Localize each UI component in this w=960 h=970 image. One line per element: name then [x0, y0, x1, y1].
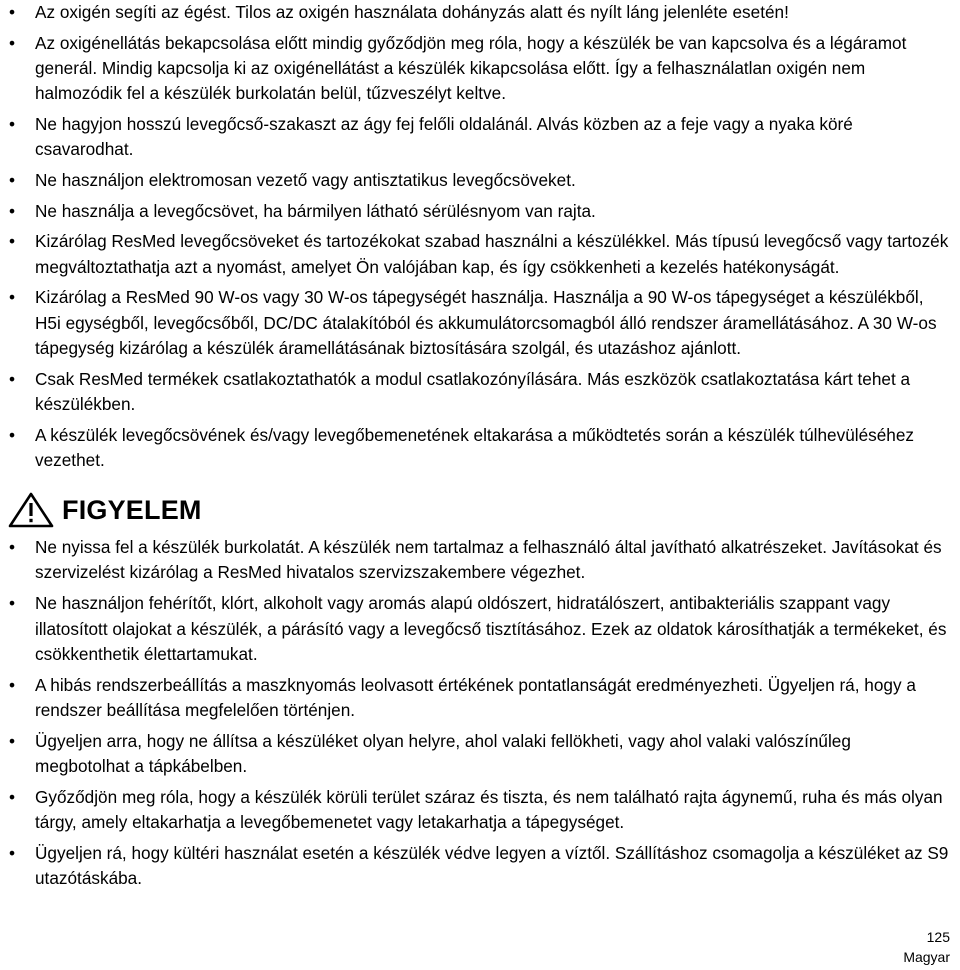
list-item — [9, 535, 949, 586]
list-item — [9, 285, 949, 361]
list-item — [9, 423, 949, 474]
list-item-text: Az oxigén segíti az égést. Tilos az oxigén használata dohányzás alatt és nyílt láng jelenléte esetén! — [35, 2, 789, 22]
warnings-list-top — [9, 0, 949, 473]
document-body — [9, 0, 949, 479]
bullet: • — [9, 2, 16, 22]
footer-language: Magyar — [903, 949, 950, 965]
list-item-text: Ügyeljen rá, hogy kültéri használat esetén a készülék védve legyen a víztől. Szállításhoz csomagolja a készüléket az S9 utazótáskába. — [35, 842, 949, 889]
list-item — [9, 168, 949, 193]
bullet: • — [9, 287, 16, 308]
bullet: • — [9, 32, 16, 53]
list-item-text: Ne használjon fehérítőt, klórt, alkoholt vagy aromás alapú oldószert, hidratálószert, antibakteriális szappant vagy illatosított olajokat a készülék, a párásító vagy a levegőcső tisztításához. Ezek az oldatok károsíthatják a termékeket, és csökkenthetik élettartamukat. — [35, 593, 947, 664]
bullet: • — [9, 368, 16, 389]
list-item-text: Kizárólag a ResMed 90 W-os vagy 30 W-os tápegységét használja. Használja a 90 W-os tápegységet a készülékből, H5i egységből, levegőcsőből, DC/DC átalakítóból és akkumulátorcsomagból álló rendszer áramellátásához. A 30 W-os tápegység kizárólag a készülék áramellátásának biztosítására szolgál, és utazáshoz ajánlott. — [35, 287, 937, 358]
page-footer — [903, 927, 950, 967]
list-item — [9, 729, 949, 780]
warning-heading — [8, 490, 202, 530]
list-item — [9, 0, 949, 25]
bullet: • — [9, 537, 16, 557]
list-item — [9, 229, 949, 280]
list-item — [9, 112, 949, 163]
bullet: • — [9, 114, 16, 134]
list-item — [9, 31, 949, 107]
page-number: 125 — [926, 929, 950, 945]
list-item-text: A hibás rendszerbeállítás a maszknyomás leolvasott értékének pontatlanságát eredményezheti. Ügyeljen rá, hogy a rendszer beállítása megfelelően történjen. — [35, 674, 916, 721]
list-item — [9, 841, 949, 892]
list-item — [9, 591, 949, 667]
warnings-list-bottom — [9, 535, 949, 897]
bullet: • — [9, 170, 16, 190]
bullet: • — [9, 730, 16, 751]
bullet: • — [9, 842, 16, 863]
list-item-text: Ügyeljen arra, hogy ne állítsa a készüléket olyan helyre, ahol valaki fellökheti, vagy ahol valaki valószínűleg megbotolhat a tápkábelben. — [35, 730, 851, 777]
list-item-text: A készülék levegőcsövének és/vagy levegőbemenetének eltakarása a működtetés során a készülék túlhevüléséhez vezethet. — [35, 424, 915, 470]
list-item-text: Ne használja a levegőcsövet, ha bármilyen látható sérülésnyom van rajta. — [35, 200, 596, 221]
list-item — [9, 785, 949, 836]
bullet: • — [9, 424, 16, 445]
bullet: • — [9, 200, 16, 221]
list-item-text: Győződjön meg róla, hogy a készülék körüli terület száraz és tiszta, és nem található rajta ágynemű, ruha és más olyan tárgy, amely eltakarhatja a levegőbemenetet vagy letakarhatja a tápegységet. — [35, 786, 943, 833]
list-item — [9, 673, 949, 724]
list-item-text: Ne használjon elektromosan vezető vagy antisztatikus levegőcsöveket. — [35, 170, 576, 190]
list-item — [9, 199, 949, 224]
list-item-text: Az oxigénellátás bekapcsolása előtt mindig győződjön meg róla, hogy a készülék be van kapcsolva és a légáramot generál. Mindig kapcsolja ki az oxigénellátást a készülék kikapcsolása előtt. Így a felhasználatlan oxigén nem halmozódik fel a készülék burkolatán belül, tűzveszélyt keltve. — [35, 32, 907, 104]
warning-title: FIGYELEM — [62, 494, 202, 525]
bullet: • — [9, 231, 16, 252]
list-item-text: Ne hagyjon hosszú levegőcső-szakaszt az ágy fej felőli oldalánál. Alvás közben az a feje vagy a nyaka köré csavarodhat. — [35, 114, 853, 160]
bullet: • — [9, 593, 16, 614]
list-item-text: Csak ResMed termékek csatlakoztathatók a modul csatlakozónyílására. Más eszközök csatlakoztatása kárt tehet a készülékben. — [35, 368, 911, 414]
list-item — [9, 367, 949, 418]
warning-triangle-icon — [8, 491, 54, 529]
list-item-text: Ne nyissa fel a készülék burkolatát. A készülék nem tartalmaz a felhasználó által javítható alkatrészeket. Javításokat és szervizelést kizárólag a ResMed hivatalos szervizszakembere végezhet. — [35, 537, 942, 583]
bullet: • — [9, 786, 16, 807]
bullet: • — [9, 674, 16, 695]
list-item-text: Kizárólag ResMed levegőcsöveket és tartozékokat szabad használni a készülékkel. Más típusú levegőcső vagy tartozék megváltoztathatja azt a nyomást, amelyet Ön valójában kap, és így csökkenheti a kezelés hatékonyságát. — [35, 231, 949, 277]
